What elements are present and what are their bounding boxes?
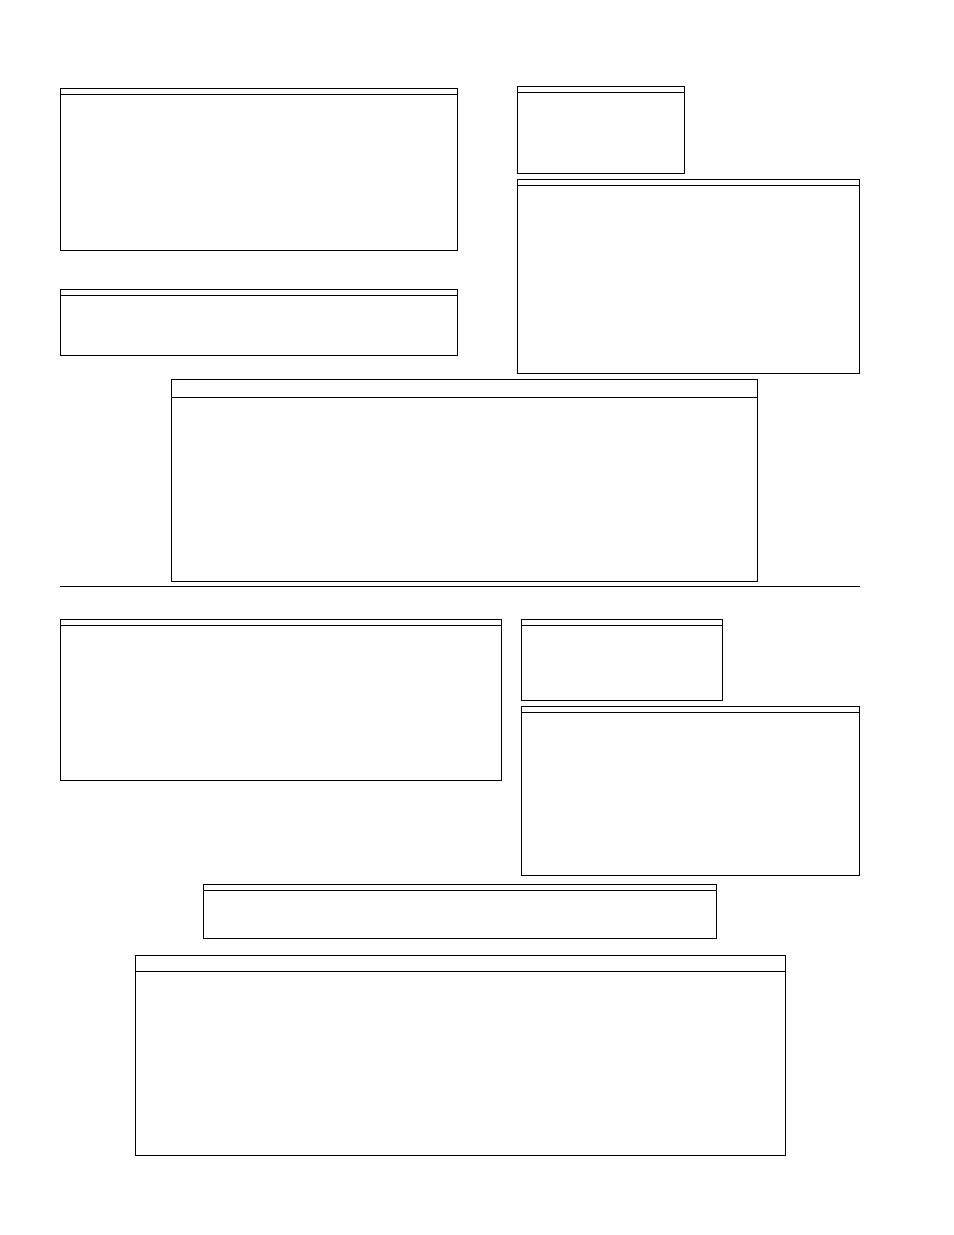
electric-power-box xyxy=(60,88,458,251)
puissance-hp-title xyxy=(522,620,722,626)
tank-capacity-box-fr xyxy=(203,884,717,939)
puissance-hp-box xyxy=(521,619,723,701)
head-title xyxy=(518,180,859,186)
tank-capacity-box xyxy=(60,289,458,356)
horsepower-title xyxy=(518,87,684,93)
hydrostatique-title xyxy=(522,707,859,713)
hydrostatique-box xyxy=(521,706,860,876)
alimentation-box xyxy=(60,619,502,781)
conversion-table-fr xyxy=(135,955,786,1156)
tank-capacity-title xyxy=(61,290,457,296)
alimentation-title xyxy=(61,620,501,626)
tank-capacity-title-fr xyxy=(204,885,716,891)
electric-power-title xyxy=(61,89,457,95)
conversion-table-en xyxy=(171,379,758,582)
horsepower-box xyxy=(517,86,685,174)
section-divider xyxy=(60,586,860,587)
head-box xyxy=(517,179,860,374)
conversion-header-en xyxy=(172,380,757,398)
conversion-header-fr xyxy=(136,956,785,972)
